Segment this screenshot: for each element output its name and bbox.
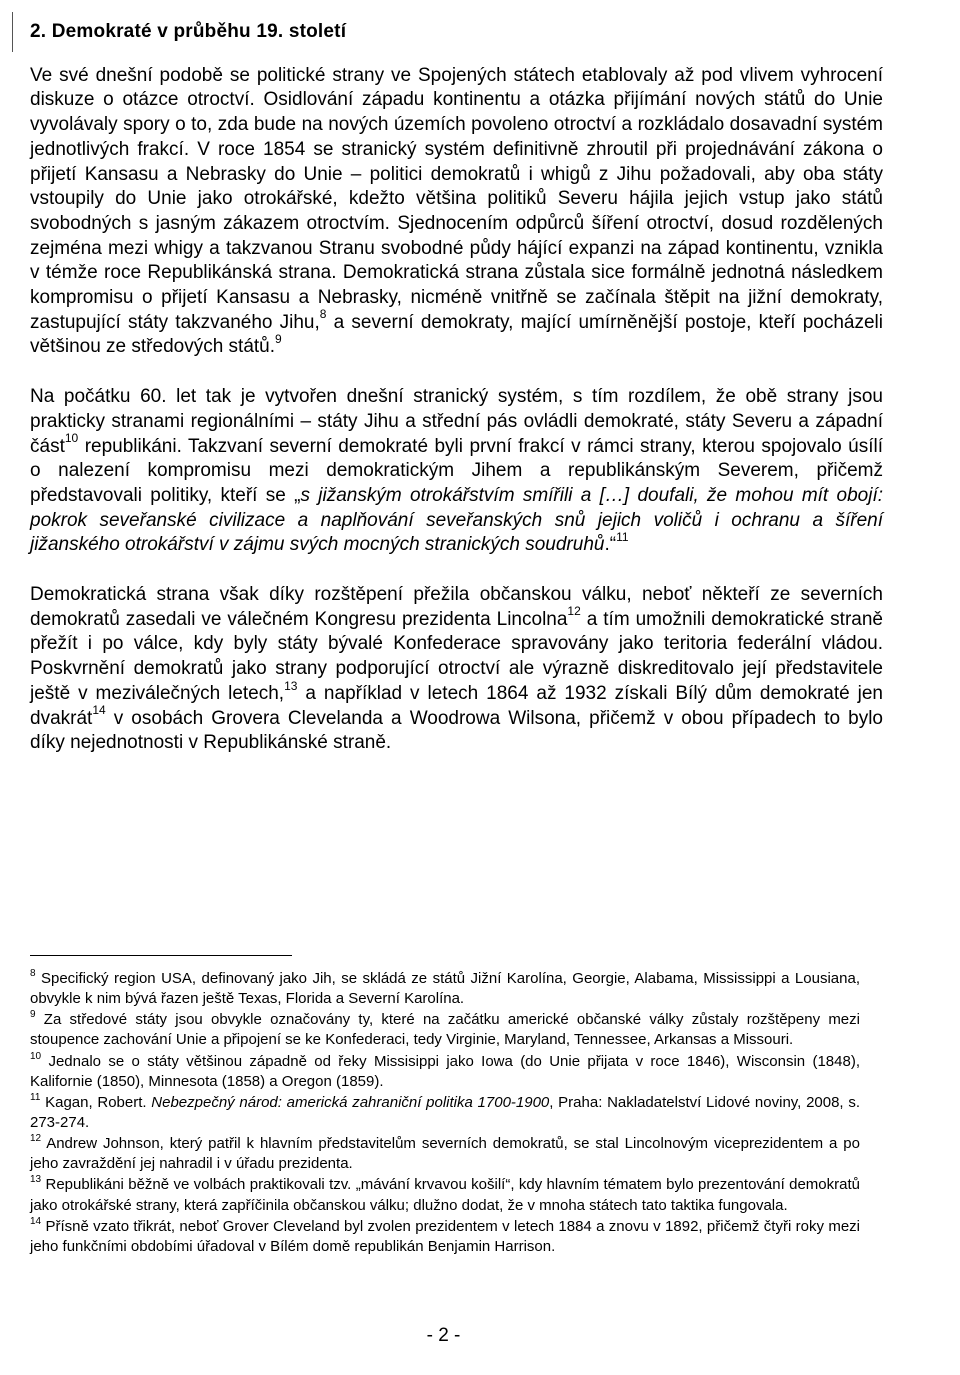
paragraph-2 <box>30 385 883 558</box>
footnote-11 <box>30 1093 860 1133</box>
footnote-text: Jednalo se o státy většinou západně od řeky Missisippi jako Iowa (do Unie přijata v roce 1846), Wisconsin (1848), Kalifornie (1850), Minnesota (1858) a Oregon (1859). <box>30 1052 860 1090</box>
paragraph-3-text-d: v osobách Grovera Clevelanda a Woodrowa Wilsona, přičemž v obou případech to bylo díky nejednotnosti v Republikánské straně. <box>30 707 883 754</box>
footnote-12 <box>30 1134 860 1174</box>
main-content <box>30 20 883 756</box>
footnote-8 <box>30 969 860 1009</box>
footnote-ref-10[interactable]: 10 <box>64 431 79 446</box>
paragraph-3-text-c: a například v letech 1864 až 1932 získali Bílý dům demokraté jen dvakrát <box>30 682 883 729</box>
paragraph-1-text-b: a severní demokraty, mající umírněnější postoje, kteří pocházeli většinou ze středových států. <box>30 311 883 358</box>
footnote-ref-13[interactable]: 13 <box>284 678 298 693</box>
paragraph-2-text-c: .“ <box>604 534 617 556</box>
footnote-13 <box>30 1175 860 1215</box>
paragraph-1 <box>30 64 883 360</box>
footnote-text: Přísně vzato třikrát, neboť Grover Cleveland byl zvolen prezidentem v letech 1884 a znovu v 1892, přičemž čtyři roky mezi jeho funkčními obdobími úřadoval v Bílém domě republikán Benjamin Harrison. <box>30 1217 860 1255</box>
footnote-ref-14[interactable]: 14 <box>92 703 106 718</box>
page-corner-mark <box>12 12 21 52</box>
footnote-text: Specifický region USA, definovaný jako Jih, se skládá ze států Jižní Karolína, Georgie, Alabama, Mississippi a Lousiana, obvykle k nim bývá řazen ještě Texas, Florida a Severní Karolína. <box>30 970 860 1008</box>
footnote-ref-8[interactable]: 8 <box>319 307 327 322</box>
paragraph-3-text-b: a tím umožnili demokratické straně přežít i po válce, kdy byly státy bývalé Konfederace spravovány jako teritoria federální vládou. Poskvrnění demokratů jako strany podporující otroctví ale výrazně diskreditovalo její představitele ještě v meziválečných letech, <box>30 608 883 704</box>
footnote-number: 11 <box>30 1091 41 1103</box>
paragraph-3-text-a: Demokratická strana však díky rozštěpení přežila občanskou válku, neboť někteří ze severních demokratů zasedali ve válečném Kongresu prezidenta Lincolna <box>30 584 883 630</box>
footnote-text: Za středové státy jsou obvykle označovány ty, které na začátku americké občanské války zůstaly rozštěpeny mezi stoupence zachování Unie a připojení se ke Konfederaci, tedy Virginie, Maryland, Tennessee, Arkansas a Missouri. <box>30 1011 860 1049</box>
footnote-text: Kagan, Robert. <box>40 1093 152 1111</box>
paragraph-2-text-b: republikáni. Takzvaní severní demokraté byli první frakcí v rámci strany, kterou spojovalo úsílí o nalezení kompromisu mezi demokratickým Jihem a republikánským Severem, přičemž představovali politiky, kteří se „ <box>30 435 883 506</box>
footnote-book-title: Nebezpečný národ: americká zahraniční politika 1700-1900 <box>151 1093 550 1111</box>
footnote-text: , Praha: Nakladatelství Lidové noviny, 2008, s. 273-274. <box>30 1093 860 1131</box>
paragraph-1-text-a: Ve své dnešní podobě se politické strany ve Spojených státech etablovaly až pod vlivem vyhrocení diskuze o otázce otroctví. Osidlování západu kontinentu a otázka přijímání nových států do Unie vyvolávaly spory o to, zda bude na nových územích povoleno otroctví a rozkládalo dosavadní systém jednotlivých frakcí. V roce 1854 se stranický systém definitivně zhroutil při projednávání zákona o přijetí Kansasu a Nebrasky do Unie – politici demokratů i whigů z Jihu požadovali, aby oba státy vstoupily do Unie jako otrokářské, kdežto většina politiků Severu hájila jejich vstup jako států svobodných s jasným zákazem otroctvím. Sjednocením odpůrců šíření otroctví, dosud rozdělených zejména mezi whigy a takzvanou Stranu svobodné půdy hájící expanzi na západ kontinentu, vznikla v témže roce Republikánská strana. Demokratická strana zůstala sice formálně jednotná následkem kompromisu o přijetí Kansasu a Nebrasky, nicméně vnitřně se začínala štěpit na jižní demokraty, zastupující státy takzvaného Jihu, <box>30 64 883 333</box>
footnote-number: 9 <box>30 1009 36 1021</box>
paragraph-2-text-a: Na počátku 60. let tak je vytvořen dnešní stranický systém, s tím rozdílem, že obě strany jsou prakticky stranami regionálními – státy Jihu a střední pás ovládli demokraté, státy Severu a západní část <box>30 386 883 457</box>
footnotes <box>30 955 860 1258</box>
footnote-number: 14 <box>30 1215 42 1227</box>
paragraph-3 <box>30 583 883 756</box>
footnote-text: Republikáni běžně ve volbách praktikovali tzv. „mávání krvavou košilí“, kdy hlavním tématem bylo prezentování demokratů jako otrokářské strany, která zapříčinila občanskou válku; dlužno dodat, že v mnoha státech tato taktika fungovala. <box>30 1176 860 1214</box>
page-number: - 2 - <box>426 1325 461 1346</box>
footnote-text: Andrew Johnson, který patřil k hlavním představitelům severních demokratů, se stal Lincolnovým viceprezidentem a po jeho zavraždění jej nahradil i v úřadu prezidenta. <box>30 1135 860 1173</box>
footnote-divider <box>30 955 292 956</box>
footnote-ref-9[interactable]: 9 <box>275 332 282 347</box>
paragraph-2-quote: s jižanským otrokářstvím smířili a […] doufali, že mohou mít obojí: pokrok seveřanské civilizace a naplňování seveřanských snů jejich voličů i ochranu a šíření jižanského otrokářství v zájmu svých mocných stranických soudruhů <box>30 484 883 556</box>
footnote-9 <box>30 1010 860 1050</box>
footnote-ref-11[interactable]: 11 <box>616 530 629 545</box>
footnote-number: 12 <box>30 1133 42 1145</box>
footnote-ref-12[interactable]: 12 <box>567 604 581 619</box>
footnote-number: 13 <box>30 1174 42 1186</box>
footnote-14 <box>30 1217 860 1257</box>
section-heading: 2. Demokraté v průběhu 19. století <box>30 21 347 42</box>
footnote-10 <box>30 1052 860 1092</box>
footnote-number: 10 <box>30 1050 42 1062</box>
footnote-number: 8 <box>30 968 36 979</box>
